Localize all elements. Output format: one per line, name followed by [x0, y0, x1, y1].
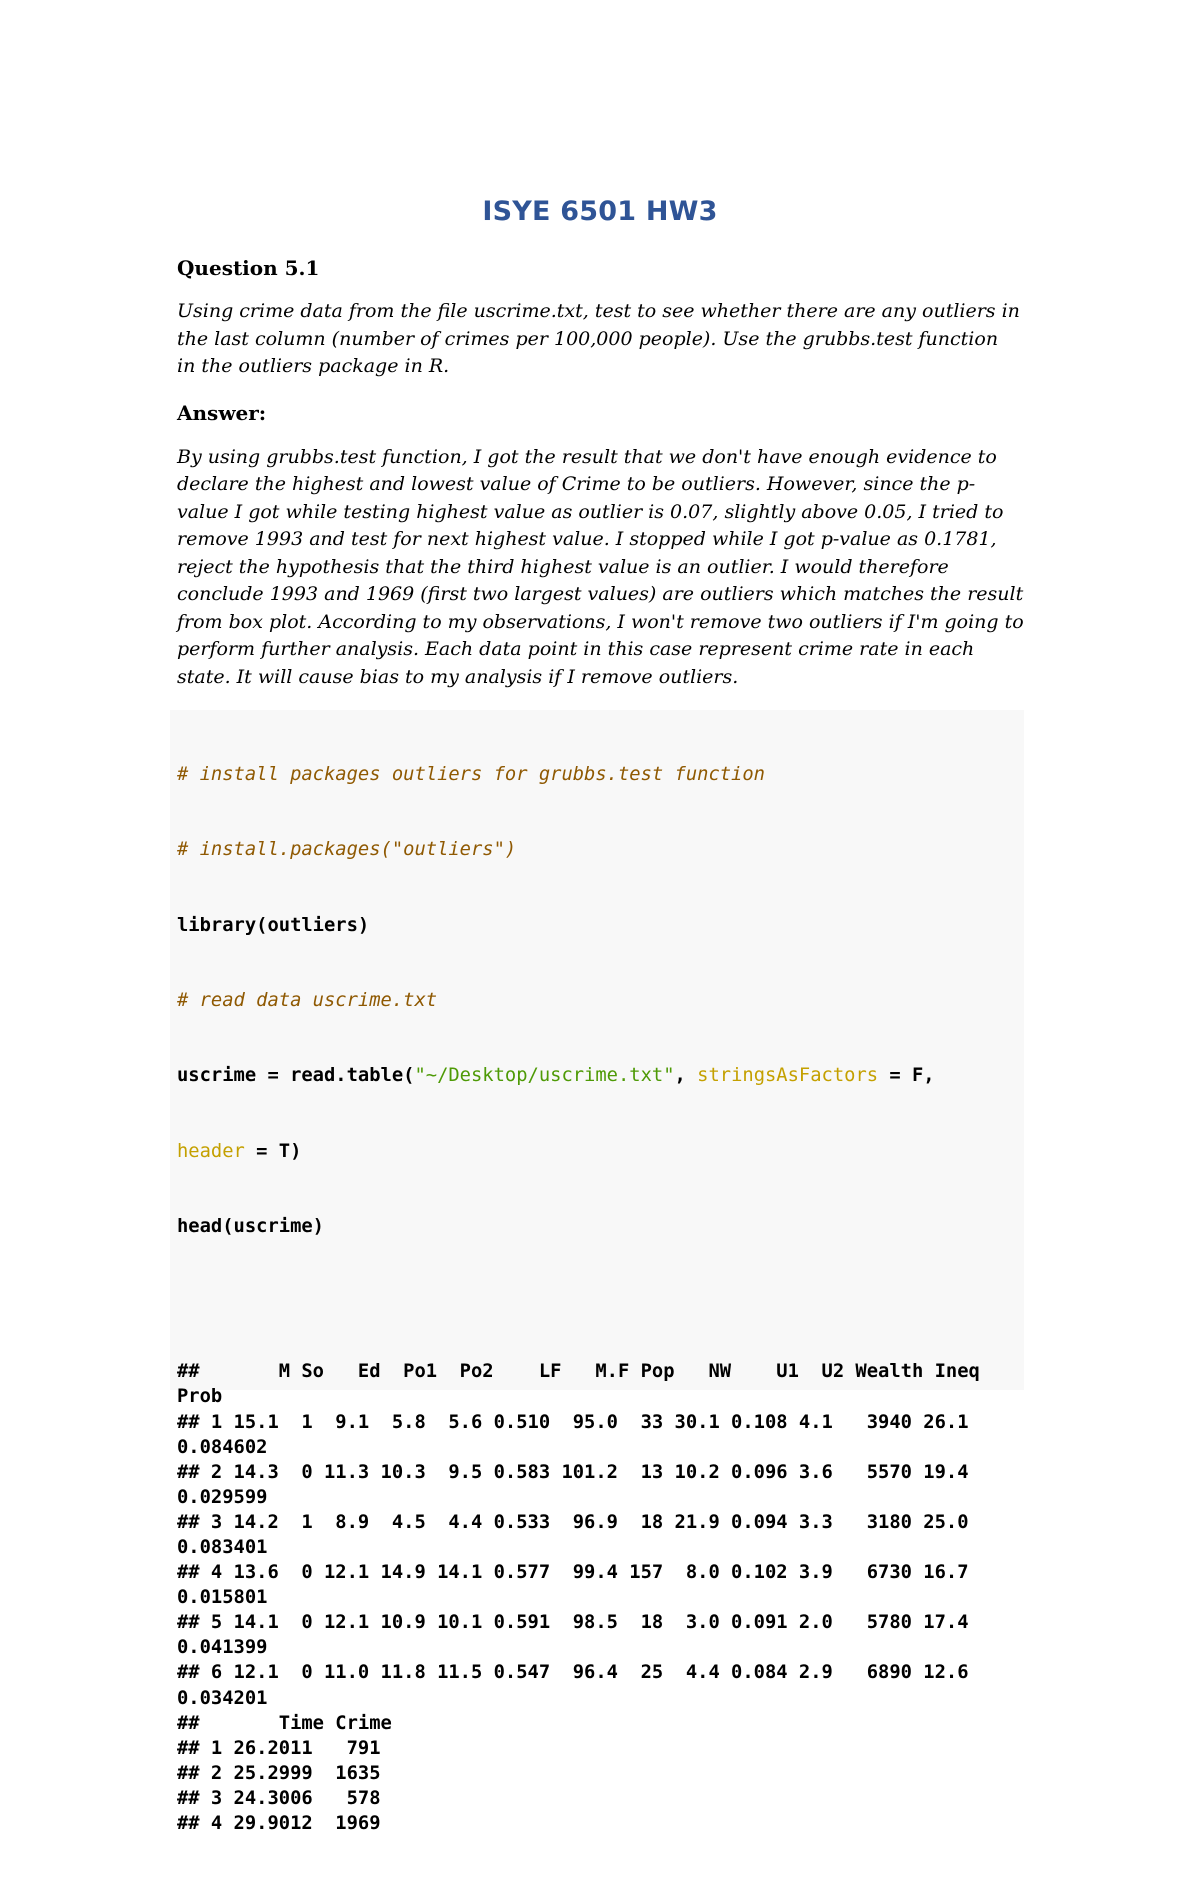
code-statement: = F, — [878, 1065, 935, 1087]
document-body — [177, 254, 1027, 691]
code-comment: # install.packages("outliers") — [177, 839, 517, 861]
code-statement: = T) — [244, 1140, 302, 1162]
output-line: 0.041399 — [177, 1637, 268, 1659]
output-line: ## 2 14.3 0 11.3 10.3 9.5 0.583 101.2 13 10.2 0.096 3.6 5570 19.4 — [177, 1461, 969, 1483]
output-line: ## 6 12.1 0 11.0 11.8 11.5 0.547 96.4 25 4.4 0.084 2.9 6890 12.6 — [177, 1662, 969, 1684]
code-line — [177, 1214, 980, 1239]
code-punct: , — [674, 1065, 698, 1087]
code-line — [177, 762, 980, 787]
output-line: 0.034201 — [177, 1687, 268, 1709]
output-line: ## 3 24.3006 578 — [177, 1787, 381, 1809]
code-line — [177, 988, 980, 1013]
output-line: 0.084602 — [177, 1436, 268, 1458]
output-line: ## Time Crime — [177, 1712, 392, 1734]
output-line: ## 4 29.9012 1969 — [177, 1813, 381, 1835]
code-line — [177, 1063, 980, 1088]
output-line: ## 1 26.2011 791 — [177, 1737, 381, 1759]
output-line: ## 2 25.2999 1635 — [177, 1762, 381, 1784]
code-argument: stringsAsFactors — [697, 1065, 879, 1087]
output-line: ## M So Ed Po1 Po2 LF M.F Pop NW U1 U2 Wealth Ineq — [177, 1361, 980, 1383]
output-line: 0.029599 — [177, 1486, 268, 1508]
code-string: "~/Desktop/uscrime.txt" — [414, 1065, 675, 1087]
code-line — [177, 1139, 980, 1164]
output-line: ## 1 15.1 1 9.1 5.8 5.6 0.510 95.0 33 30.1 0.108 4.1 3940 26.1 — [177, 1411, 969, 1433]
code-statement: uscrime = read.table( — [177, 1065, 415, 1087]
code-block — [170, 710, 1024, 1835]
question-heading: Question 5.1 — [177, 256, 320, 280]
code-statement: library(outliers) — [177, 914, 370, 936]
code-statement: head(uscrime) — [177, 1215, 324, 1237]
output-line: 0.015801 — [177, 1587, 268, 1609]
code-comment: # read data uscrime.txt — [177, 990, 438, 1012]
output-line: ## 5 14.1 0 12.1 10.9 10.1 0.591 98.5 18 3.0 0.091 2.0 5780 17.4 — [177, 1612, 969, 1634]
document-title: ISYE 6501 HW3 — [482, 196, 718, 227]
output-line: ## 4 13.6 0 12.1 14.9 14.1 0.577 99.4 157 8.0 0.102 3.9 6730 16.7 — [177, 1562, 969, 1584]
question-text: Using crime data from the file uscrime.txt, test to see whether there are any outliers in the last column (number of crimes per 100,000 people). Use the grubbs.test function in the outliers package in R. — [177, 300, 1020, 378]
code-lines — [177, 712, 980, 1886]
output-line: Prob — [177, 1386, 223, 1408]
code-comment: # install packages outliers for grubbs.test function — [177, 764, 765, 786]
answer-text: By using grubbs.test function, I got the result that we don't have enough evidence to declare the highest and lowest value of Crime to be outliers. However, since the p-value I got while testing highest value as outlier is 0.07, slightly above 0.05, I tried to remove 1993 and test for next highest value. I stopped while I got p-value as 0.1781, reject the hypothesis that the third highest value is an outlier. I would therefore conclude 1993 and 1969 (first two largest values) are outliers which matches the result from box plot. According to my observations, I won't remove two outliers if I'm going to perform further analysis. Each data point in this case represent crime rate in each state. It will cause bias to my analysis if I remove outliers. — [177, 445, 1024, 688]
code-output — [177, 1359, 980, 1836]
output-line: ## 3 14.2 1 8.9 4.5 4.4 0.533 96.9 18 21.9 0.094 3.3 3180 25.0 — [177, 1511, 969, 1533]
code-line — [177, 913, 980, 938]
code-argument: header — [177, 1140, 245, 1162]
output-line: 0.083401 — [177, 1537, 268, 1558]
code-line — [177, 837, 980, 862]
answer-heading: Answer: — [177, 400, 267, 425]
